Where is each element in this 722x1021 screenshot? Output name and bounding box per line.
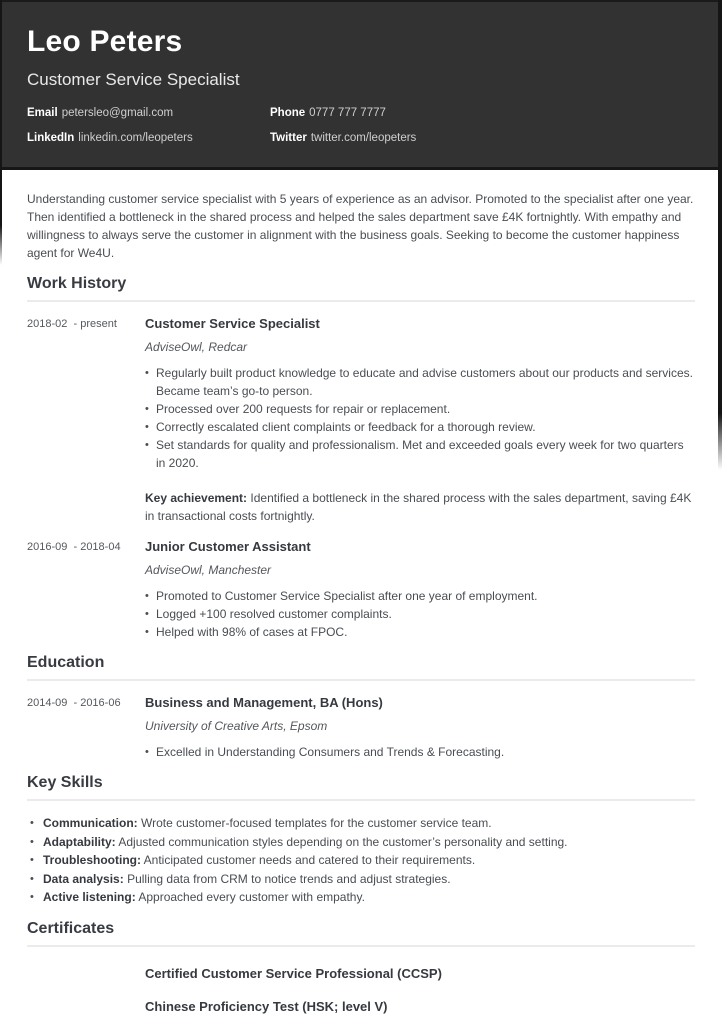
section-heading-work-history: Work History xyxy=(27,273,695,302)
work-bullet: • Correctly escalated client complaints or feedback for a thorough review. xyxy=(145,418,695,436)
skill-item xyxy=(30,851,695,870)
certificate-item: Certified Customer Service Professional (CCSP) xyxy=(145,965,442,981)
work-entry-title: Customer Service Specialist xyxy=(145,316,320,331)
candidate-name: Leo Peters xyxy=(27,25,183,58)
work-bullet: • Promoted to Customer Service Specialist after one year of employment. xyxy=(145,587,695,605)
resume-body xyxy=(0,190,722,1015)
work-entry-company: AdviseOwl, Redcar xyxy=(145,340,248,354)
work-entry-company: AdviseOwl, Manchester xyxy=(145,563,272,577)
key-achievement-text: Identified a bottleneck in the shared process with the sales department, saving £4K in transactional costs fortnightly. xyxy=(145,491,692,523)
skill-label: Active listening: xyxy=(43,890,136,904)
work-bullet: • Logged +100 resolved customer complaints. xyxy=(145,605,695,623)
contact-info xyxy=(27,106,695,156)
skill-item xyxy=(30,833,695,852)
work-bullet: • Helped with 98% of cases at FPOC. xyxy=(145,623,695,641)
skill-text: Approached every customer with empathy. xyxy=(138,890,365,904)
key-achievement-label: Key achievement: xyxy=(145,491,248,505)
skill-text: Anticipated customer needs and catered to their requirements. xyxy=(143,853,476,867)
section-heading-education: Education xyxy=(27,652,695,681)
candidate-job-title: Customer Service Specialist xyxy=(27,70,240,89)
skill-item xyxy=(30,870,695,889)
contact-twitter-value: twitter.com/leopeters xyxy=(310,132,417,144)
skill-item xyxy=(30,888,695,907)
certificates-list xyxy=(145,965,695,1015)
certificate-item: Chinese Proficiency Test (HSK; level V) xyxy=(145,998,388,1014)
skill-text: Pulling data from CRM to notice trends and adjust strategies. xyxy=(127,871,451,886)
contact-linkedin xyxy=(27,131,270,145)
work-bullet: • Regularly built product knowledge to educate and advise customers about our products and services. Became team’s go-to person. xyxy=(145,364,695,400)
education-bullet: • Excelled in Understanding Consumers and Trends & Forecasting. xyxy=(145,743,695,761)
contact-email xyxy=(27,106,270,120)
education-entry-title: Business and Management, BA (Hons) xyxy=(145,695,383,710)
work-bullet: • Processed over 200 requests for repair or replacement. xyxy=(145,400,695,418)
skill-label: Troubleshooting: xyxy=(43,853,141,867)
education-entry-bullets xyxy=(145,743,695,761)
professional-summary: Understanding customer service specialist with 5 years of experience as an advisor. Promoted to the specialist after one year. Then identified a bottleneck in the shared process and helped the sales department save £4K fortnightly. With empathy and willingness to always serve the customer in alignment with the business goals. Seeking to become the customer happiness agent for We4U. xyxy=(27,192,694,260)
key-achievement xyxy=(145,489,695,525)
contact-phone-value: 0777 777 7777 xyxy=(309,107,386,119)
work-entry-details xyxy=(145,538,695,641)
work-entry-dates: 2016-09 - 2018-04 xyxy=(27,541,121,553)
skill-text: Wrote customer-focused templates for the customer service team. xyxy=(141,816,492,830)
skill-label: Adaptability: xyxy=(43,834,116,849)
contact-email-value: petersleo@gmail.com xyxy=(61,107,174,119)
contact-email-label: Email xyxy=(27,107,58,119)
education-entry xyxy=(27,694,695,761)
education-entry-details xyxy=(145,694,695,761)
work-entry-bullets xyxy=(145,587,695,641)
education-entry-school: University of Creative Arts, Epsom xyxy=(145,719,328,733)
education-entry-dates: 2014-09 - 2016-06 xyxy=(27,697,121,709)
contact-phone-label: Phone xyxy=(270,107,306,119)
contact-linkedin-value: linkedin.com/leopeters xyxy=(78,132,193,144)
contact-twitter xyxy=(270,131,695,145)
skill-item xyxy=(30,814,695,833)
skill-text: Adjusted communication styles depending on the customer’s personality and setting. xyxy=(118,834,568,849)
contact-phone xyxy=(270,106,695,120)
contact-linkedin-label: LinkedIn xyxy=(27,132,75,144)
section-heading-key-skills: Key Skills xyxy=(27,772,695,801)
work-entry-details xyxy=(145,315,695,525)
work-entry xyxy=(27,538,695,641)
work-entry-title: Junior Customer Assistant xyxy=(145,539,311,554)
work-entry-bullets xyxy=(145,364,695,472)
section-heading-certificates: Certificates xyxy=(27,918,695,947)
work-entry-dates: 2018-02 - present xyxy=(27,318,117,330)
contact-twitter-label: Twitter xyxy=(270,132,307,144)
work-bullet: • Set standards for quality and professionalism. Met and exceeded goals every week for two quarters in 2020. xyxy=(145,436,695,472)
skill-label: Communication: xyxy=(43,816,138,830)
skill-label: Data analysis: xyxy=(43,871,124,886)
key-skills-list xyxy=(30,814,695,907)
resume-header xyxy=(0,0,722,170)
work-entry xyxy=(27,315,695,525)
